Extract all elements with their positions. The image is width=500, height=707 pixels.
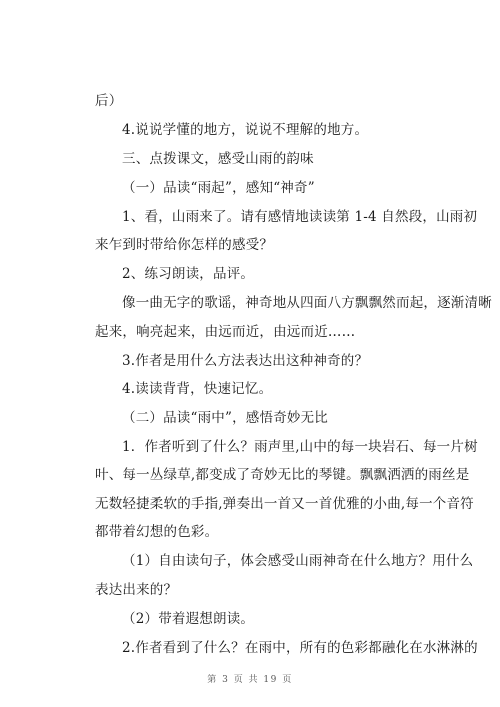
text-line: 1．作者听到了什么？雨声里,山中的每一块岩石、每一片树 [122,439,478,455]
text-line: 起来，响亮起来，由远而近，由远而近…… [95,324,356,340]
text-line: 1、看，山雨来了。请有感情地读读第 1-4 自然段，山雨初 [122,209,478,225]
text-line: （2）带着遐想朗读。 [122,611,255,627]
text-line: 都带着幻想的色彩。 [95,524,219,540]
text-line: （1）自由读句子，体会感受山雨神奇在什么地方？用什么 [122,553,474,569]
text-line: 3.作者是用什么方法表达出这种神奇的？ [122,353,369,369]
text-line: 后） [95,93,123,109]
text-line: 2、练习朗读，品评。 [122,266,255,282]
text-line: 来乍到时带给你怎样的感受？ [95,237,274,253]
text-line: 表达出来的？ [95,582,178,598]
text-line: 4.说说学懂的地方，说说不理解的地方。 [122,122,369,138]
text-line: 4.读读背背，快速记忆。 [122,381,273,397]
subsection-heading: （二）品读“雨中”，感悟奇妙无比 [122,410,329,426]
section-heading: 三、点拨课文，感受山雨的韵味 [122,151,314,167]
subsection-heading: （一）品读“雨起”，感知“神奇” [122,180,315,196]
text-line: 像一曲无字的歌谣，神奇地从四面八方飘飘然而起，逐渐清晰 [122,295,492,311]
text-line: 叶、每一丛绿草,都变成了奇妙无比的琴键。飘飘洒洒的雨丝是 [95,467,470,483]
text-line: 无数轻捷柔软的手指,弹奏出一首又一首优雅的小曲,每一个音符 [95,496,474,512]
text-line: 2.作者看到了什么？在雨中，所有的色彩都融化在水淋淋的 [122,640,478,656]
page-number-footer: 第 3 页 共 19 页 [207,675,293,685]
